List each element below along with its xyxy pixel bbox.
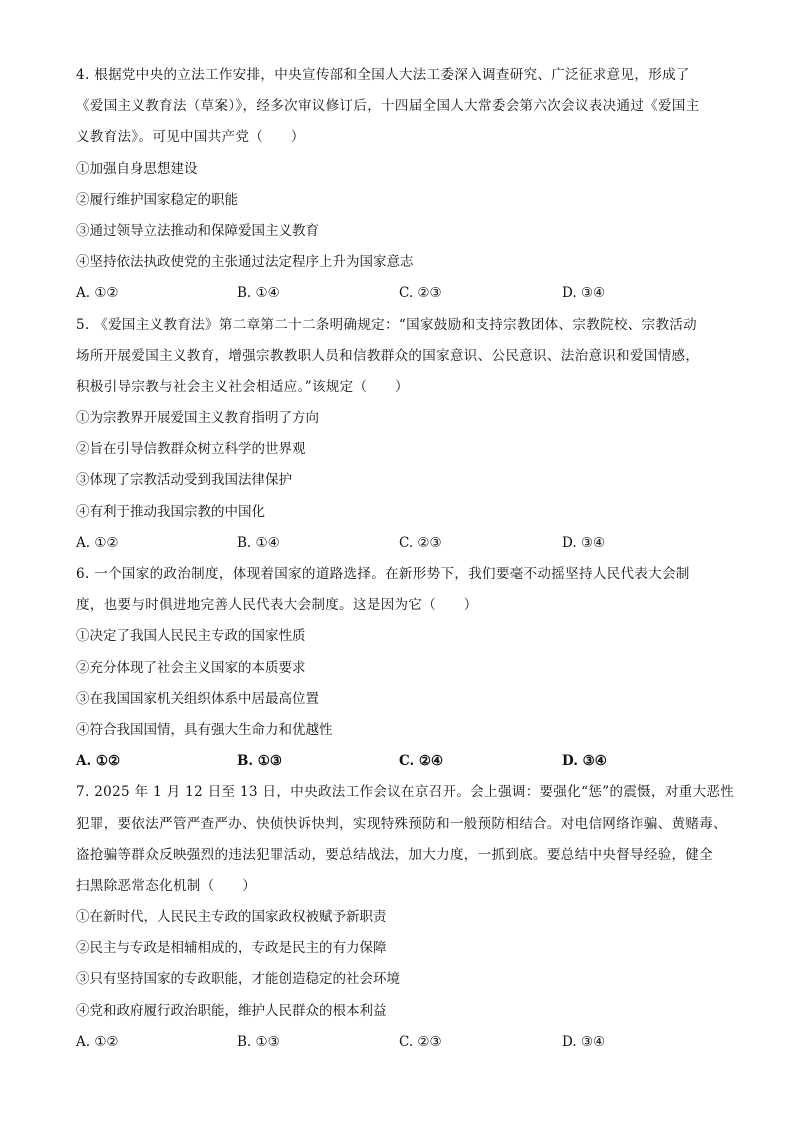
question-stem xyxy=(76,777,735,902)
choice-d: D. ③④ xyxy=(562,285,606,302)
stem-line: 积极引导宗教与社会主义社会相适应。”该规定（ ） xyxy=(76,378,409,395)
choice-d: D. ③④ xyxy=(562,534,606,551)
stem-line: 4. 根据党中央的立法工作安排，中央宣传部和全国人大法工委深入调查研究、广泛征求意见，形成了 xyxy=(76,67,690,83)
statement-2: ②履行维护国家稳定的职能 xyxy=(76,191,238,208)
statement-2: ②民主与专政是相辅相成的，专政是民主的有力保障 xyxy=(76,940,387,957)
stem-line: 扫黑除恶常态化机制（ ） xyxy=(76,877,257,894)
choice-a: A. ①② xyxy=(76,534,119,551)
question-4 xyxy=(76,60,726,310)
stem-line: 盗抢骗等群众反映强烈的违法犯罪活动，要总结战法，加大力度，一抓到底。要总结中央督导经验，健全 xyxy=(76,846,714,863)
statement-4: ④符合我国国情，具有强大生命力和优越性 xyxy=(76,721,333,738)
choice-c: C. ②③ xyxy=(399,534,442,551)
statement-4: ④党和政府履行政治职能，维护人民群众的根本利益 xyxy=(76,1002,387,1019)
exam-page xyxy=(76,60,735,1058)
statement-1: ①加强自身思想建设 xyxy=(76,160,198,177)
choice-d: D. ③④ xyxy=(562,1033,606,1050)
answer-choices xyxy=(76,528,726,559)
choice-b: B. ①④ xyxy=(237,285,280,302)
statement-1: ①为宗教界开展爱国主义教育指明了方向 xyxy=(76,410,319,427)
choice-c: C. ②④ xyxy=(399,753,444,770)
statement-1: ①在新时代，人民民主专政的国家政权被赋予新职责 xyxy=(76,909,387,926)
statement-4: ④有利于推动我国宗教的中国化 xyxy=(76,503,265,520)
question-6 xyxy=(76,559,726,777)
answer-choices xyxy=(76,278,726,309)
statement-3: ③在我国国家机关组织体系中居最高位置 xyxy=(76,690,319,707)
statement-2: ②充分体现了社会主义国家的本质要求 xyxy=(76,659,306,676)
choice-d: D. ③④ xyxy=(562,753,607,770)
statement-2: ②旨在引导信教群众树立科学的世界观 xyxy=(76,441,306,458)
stem-line: 义教育法》。可见中国共产党（ ） xyxy=(76,129,305,146)
stem-line: 度，也要与时俱进地完善人民代表大会制度。这是因为它（ ） xyxy=(76,597,478,614)
stem-line: 犯罪，要依法严管严查严办、快侦快诉快判，实现特殊预防和一般预防相结合。对电信网络诈骗、黄赌毒、 xyxy=(76,815,727,832)
question-5 xyxy=(76,310,726,560)
choice-b: B. ①③ xyxy=(237,753,283,770)
choice-c: C. ②③ xyxy=(399,1033,442,1050)
statement-3: ③体现了宗教活动受到我国法律保护 xyxy=(76,472,292,489)
stem-line: 场所开展爱国主义教育，增强宗教教职人员和信教群众的国家意识、公民意识、法治意识和爱国情感， xyxy=(76,347,700,364)
choice-c: C. ②③ xyxy=(399,285,442,302)
answer-choices xyxy=(76,1027,726,1058)
stem-line: 5. 《爱国主义教育法》第二章第二十二条明确规定：“国家鼓励和支持宗教团体、宗教院校、宗教活动 xyxy=(76,316,698,333)
choice-a: A. ①② xyxy=(76,753,121,770)
stem-line: 7. 2025 年 1 月 12 日至 13 日，中央政法工作会议在京召开。会上强调：要强化“惩”的震慑，对重大恶性 xyxy=(76,784,735,801)
statement-1: ①决定了我国人民民主专政的国家性质 xyxy=(76,628,306,645)
question-7 xyxy=(76,777,735,1058)
choice-b: B. ①④ xyxy=(237,534,280,551)
stem-line: 6. 一个国家的政治制度，体现着国家的道路选择。在新形势下，我们要毫不动摇坚持人民代表大会制 xyxy=(76,566,690,582)
choice-b: B. ①③ xyxy=(237,1033,280,1050)
question-stem xyxy=(76,60,726,154)
statement-3: ③只有坚持国家的专政职能，才能创造稳定的社会环境 xyxy=(76,971,400,988)
choice-a: A. ①② xyxy=(76,1033,119,1050)
answer-choices xyxy=(76,746,726,777)
choice-a: A. ①② xyxy=(76,285,119,302)
question-stem xyxy=(76,310,726,404)
stem-line: 《爱国主义教育法（草案）》，经多次审议修订后，十四届全国人大常委会第六次会议表决通过《爱国主 xyxy=(76,98,700,115)
question-stem xyxy=(76,559,726,621)
statement-3: ③通过领导立法推动和保障爱国主义教育 xyxy=(76,222,319,239)
statement-4: ④坚持依法执政使党的主张通过法定程序上升为国家意志 xyxy=(76,254,414,271)
